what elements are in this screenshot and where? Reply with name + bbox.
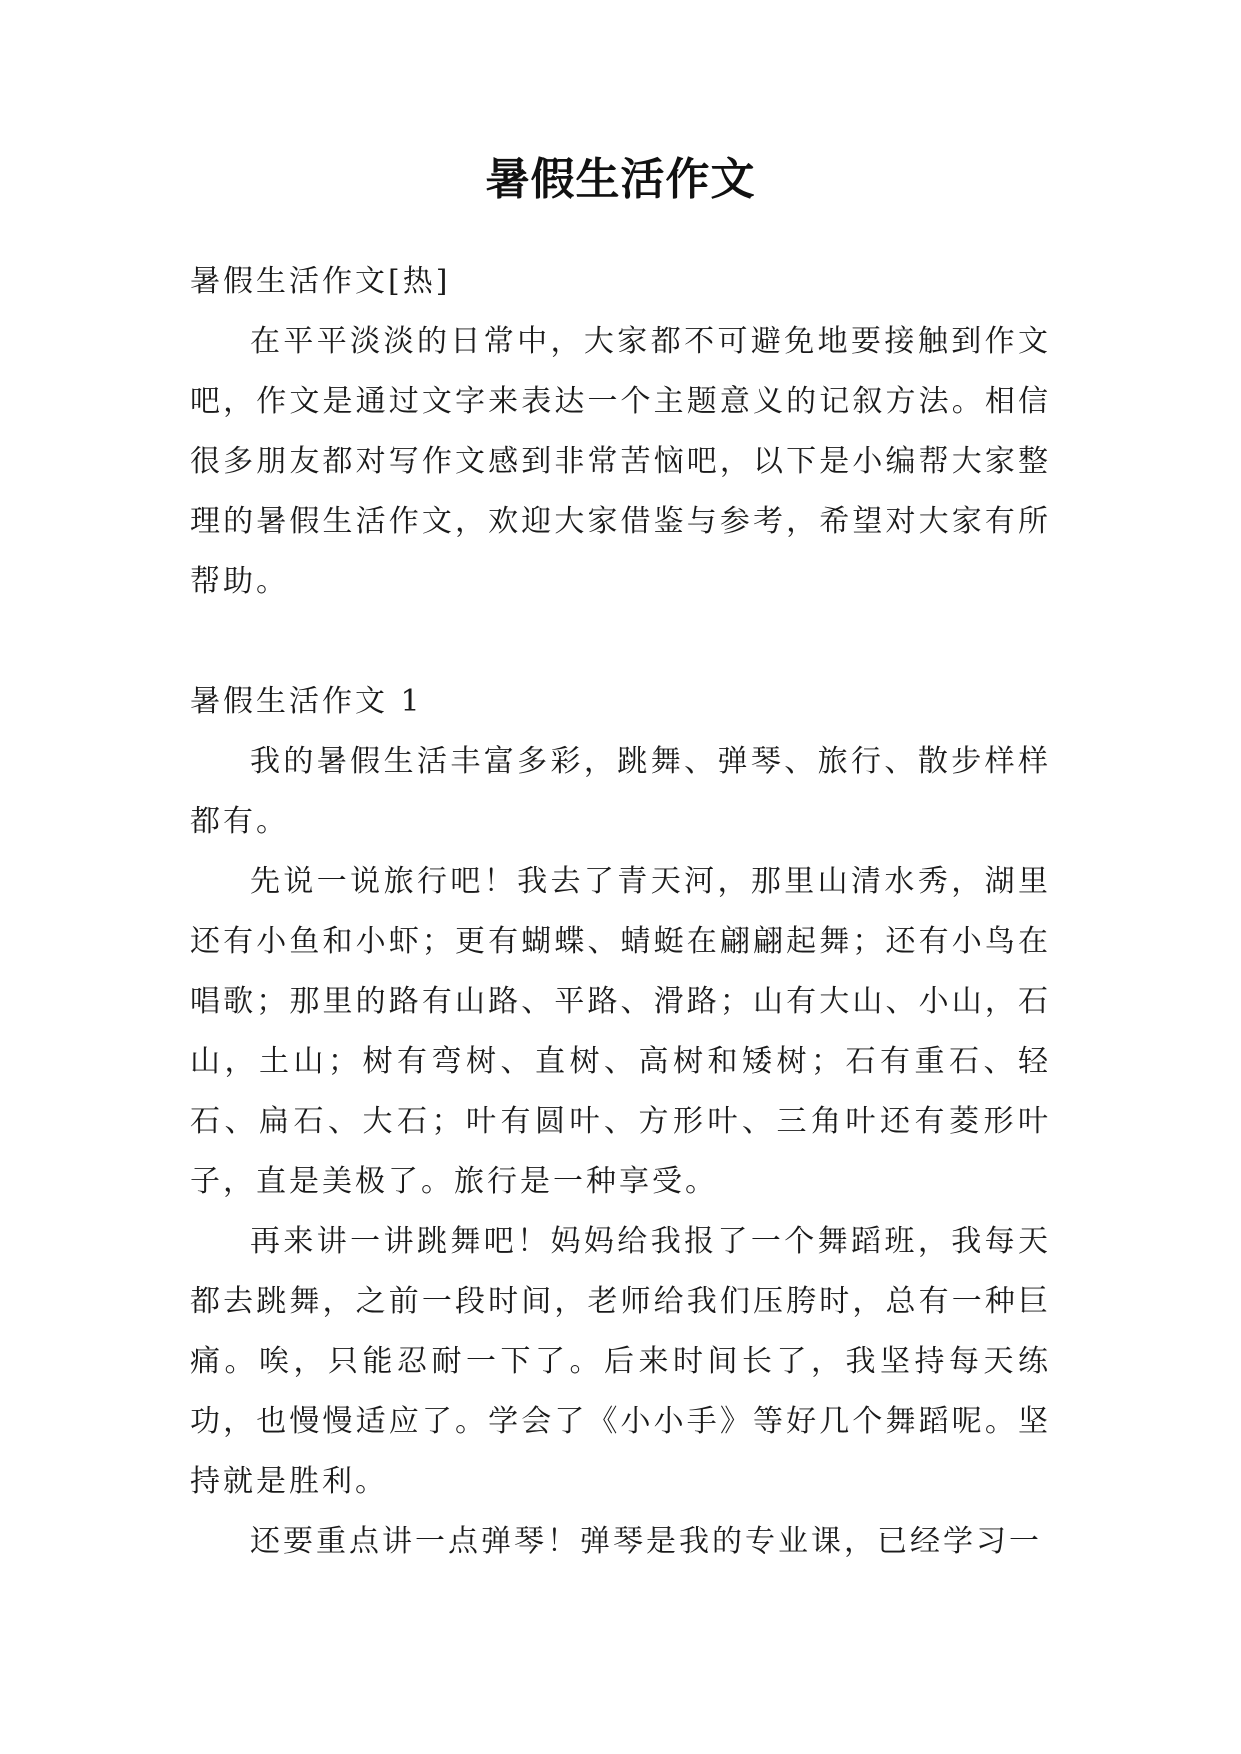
intro-heading: 暑假生活作文[热] bbox=[190, 264, 451, 299]
essay-1-paragraph: 先说一说旅行吧！我去了青天河，那里山清水秀，湖里还有小鱼和小虾；更有蝴蝶、蜻蜓在翩翩起舞；还有小鸟在唱歌；那里的路有山路、平路、滑路；山有大山、小山，石山，土山；树有弯树、直树、高树和矮树；石有重石、轻石、扁石、大石；叶有圆叶、方形叶、三角叶还有菱形叶子，直是美极了。旅行是一种享受。 bbox=[190, 864, 1051, 1199]
document-title: 暑假生活作文 bbox=[485, 154, 756, 205]
essay-1-paragraph: 我的暑假生活丰富多彩，跳舞、弹琴、旅行、散步样样都有。 bbox=[190, 744, 1051, 839]
intro-paragraph: 在平平淡淡的日常中，大家都不可避免地要接触到作文吧，作文是通过文字来表达一个主题意义的记叙方法。相信很多朋友都对写作文感到非常苦恼吧，以下是小编帮大家整理的暑假生活作文，欢迎大家借鉴与参考，希望对大家有所帮助。 bbox=[190, 324, 1051, 599]
document-body bbox=[190, 252, 1051, 1572]
section-spacer bbox=[190, 612, 1051, 672]
essay-1-paragraph: 还要重点讲一点弹琴！弹琴是我的专业课，已经学习一 bbox=[250, 1524, 1042, 1559]
essay-1-paragraph: 再来讲一讲跳舞吧！妈妈给我报了一个舞蹈班，我每天都去跳舞，之前一段时间，老师给我们压胯时，总有一种巨痛。唉，只能忍耐一下了。后来时间长了，我坚持每天练功，也慢慢适应了。学会了《小小手》等好几个舞蹈呢。坚持就是胜利。 bbox=[190, 1224, 1051, 1499]
essay-1-heading: 暑假生活作文 1 bbox=[190, 684, 423, 719]
